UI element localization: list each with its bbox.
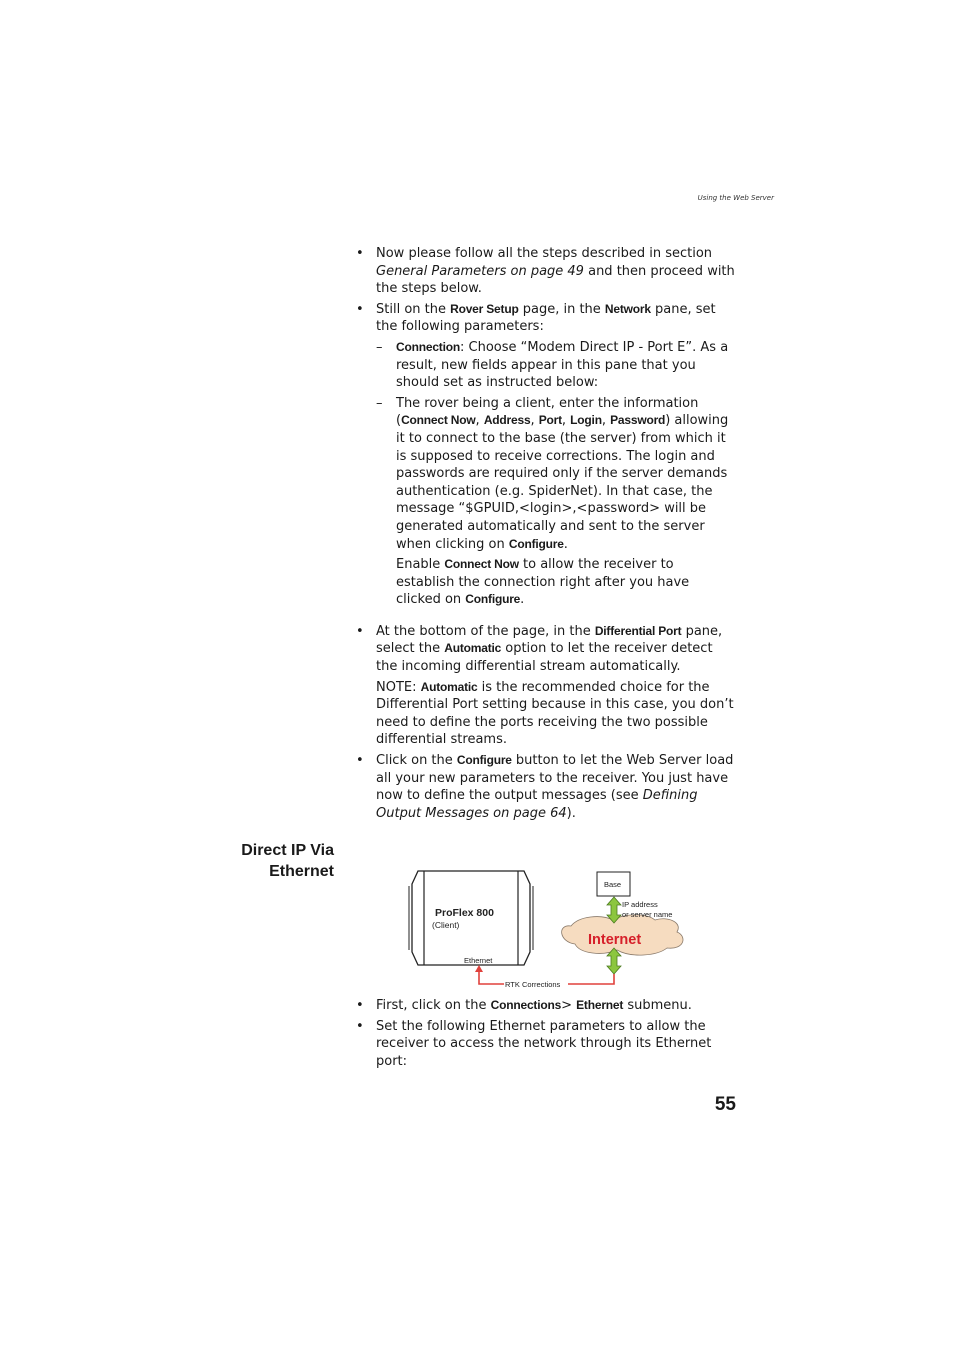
internet-label: Internet [588, 932, 642, 948]
network-diagram [405, 864, 705, 994]
section-content [356, 997, 741, 1073]
sub-list-item: – The rover being a client, enter the information (Connect Now, Address, Port, Login, Password) allowing it to connect to the base (the server) from which it is supposed to receive corrections. The login and passwords are required only if the server demands authentication (e.g. SpiderNet). In that case, the message “$GPUID,<login>,<password> will be generated automatically and sent to the server when clicking on Configure. [356, 395, 736, 553]
section-heading: Direct IP Via Ethernet [241, 842, 334, 880]
note: NOTE: Automatic is the recommended choice for the Differential Port setting because in this case, you don’t need to define the ports receiving the two possible differential streams. [376, 679, 734, 748]
running-header: Using the Web Server [697, 194, 774, 202]
base-label: Base [604, 880, 622, 889]
sub-list-item: – Connection: Choose “Modem Direct IP - Port E”. As a result, new fields appear in this pane that you should set as instructed below: [356, 339, 736, 392]
page-number: 55 [714, 1094, 736, 1115]
sub-list-continuation: Enable Connect Now to allow the receiver to establish the connection right after you have clicked on Configure. [396, 557, 690, 608]
list-item: • Now please follow all the steps described in section General Parameters on page 49 and then proceed with the steps below. [356, 245, 736, 298]
list-item: • First, click on the Connections> Ethernet submenu. [356, 997, 741, 1015]
ip-label-line2: or server name [622, 910, 673, 919]
cross-reference-link[interactable]: General Parameters on page 49 [376, 263, 584, 279]
main-content [356, 245, 736, 825]
list-item: • At the bottom of the page, in the Differential Port pane, select the Automatic option to let the receiver detect the incoming differential stream automatically. [356, 623, 736, 676]
ethernet-port-label: Ethernet [464, 956, 493, 965]
cross-reference-link[interactable]: Defining Output Messages on page 64 [376, 788, 698, 821]
device-name: ProFlex 800 [435, 907, 494, 919]
list-item: • Set the following Ethernet parameters to allow the receiver to access the network through its Ethernet port: [356, 1018, 741, 1071]
device-role: (Client) [432, 920, 460, 930]
list-item: • Still on the Rover Setup page, in the Network pane, set the following parameters: [356, 301, 736, 336]
rtk-corrections-arrowhead [475, 965, 483, 972]
ip-label-line1: IP address [622, 900, 658, 909]
rtk-corrections-label: RTK Corrections [505, 980, 561, 989]
list-item: • Click on the Configure button to let the Web Server load all your new parameters to the receiver. You just have now to define the output messages (see Defining Output Messages on page 64). [356, 752, 736, 822]
